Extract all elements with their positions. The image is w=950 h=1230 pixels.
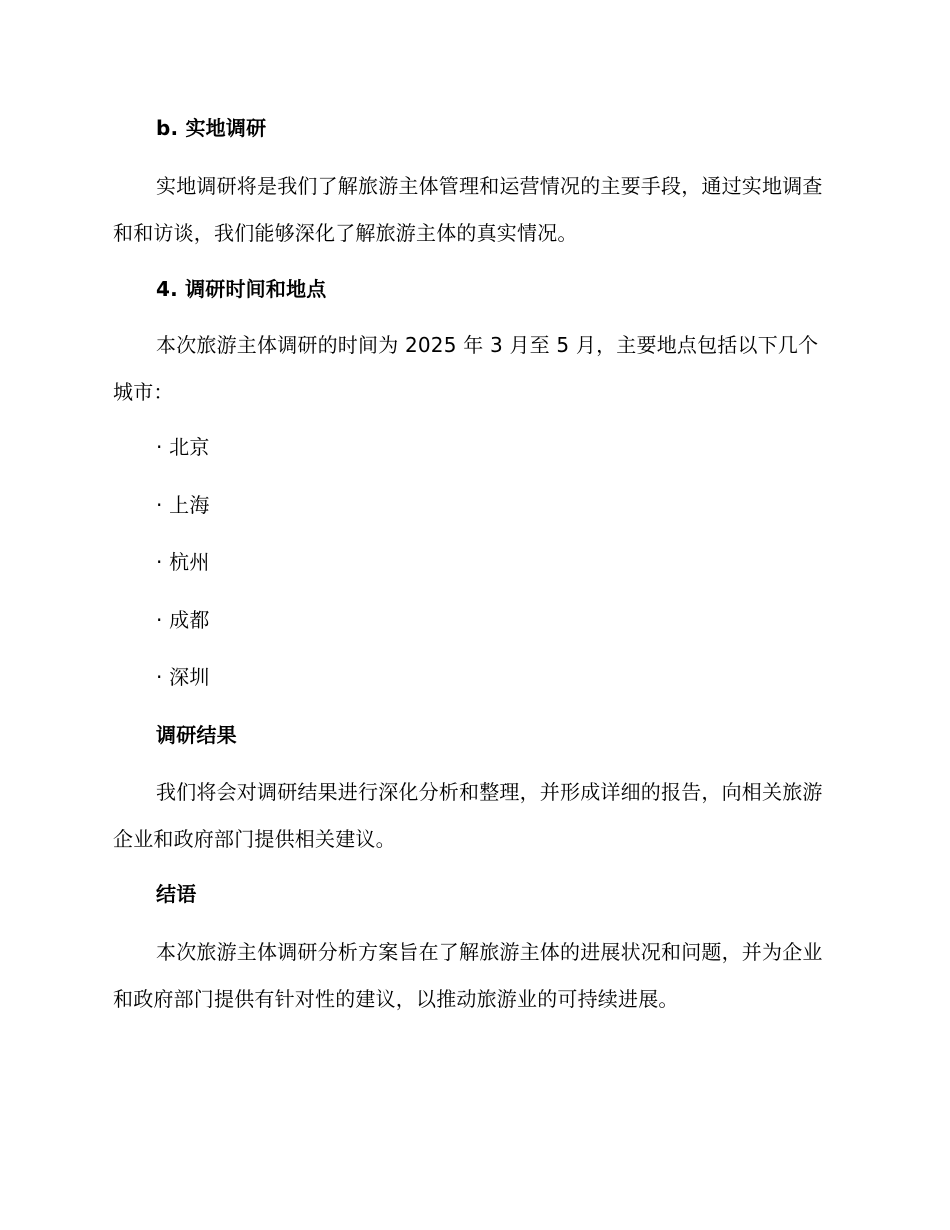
city-list-item: · 成都 [156,608,210,632]
section-b-paragraph: 实地调研将是我们了解旅游主体管理和运营情况的主要手段，通过实地调查和和访谈，我们能够深化了解旅游主体的真实情况。 [113,174,823,245]
section-4-paragraph: 本次旅游主体调研的时间为 2025 年 3 月至 5 月，主要地点包括以下几个城市： [113,333,819,404]
city-list-item: · 北京 [156,435,210,459]
section-4-heading: 4. 调研时间和地点 [156,277,327,301]
section-b-heading: b. 实地调研 [156,116,267,140]
results-paragraph: 我们将会对调研结果进行深化分析和整理，并形成详细的报告，向相关旅游企业和政府部门提供相关建议。 [113,780,823,851]
city-list-item: · 杭州 [156,550,210,574]
city-list-item: · 深圳 [156,665,210,689]
results-heading: 调研结果 [156,723,237,747]
conclusion-paragraph: 本次旅游主体调研分析方案旨在了解旅游主体的进展状况和问题，并为企业和政府部门提供有针对性的建议，以推动旅游业的可持续进展。 [113,940,823,1011]
conclusion-heading: 结语 [156,882,197,906]
city-list-item: · 上海 [156,493,210,517]
